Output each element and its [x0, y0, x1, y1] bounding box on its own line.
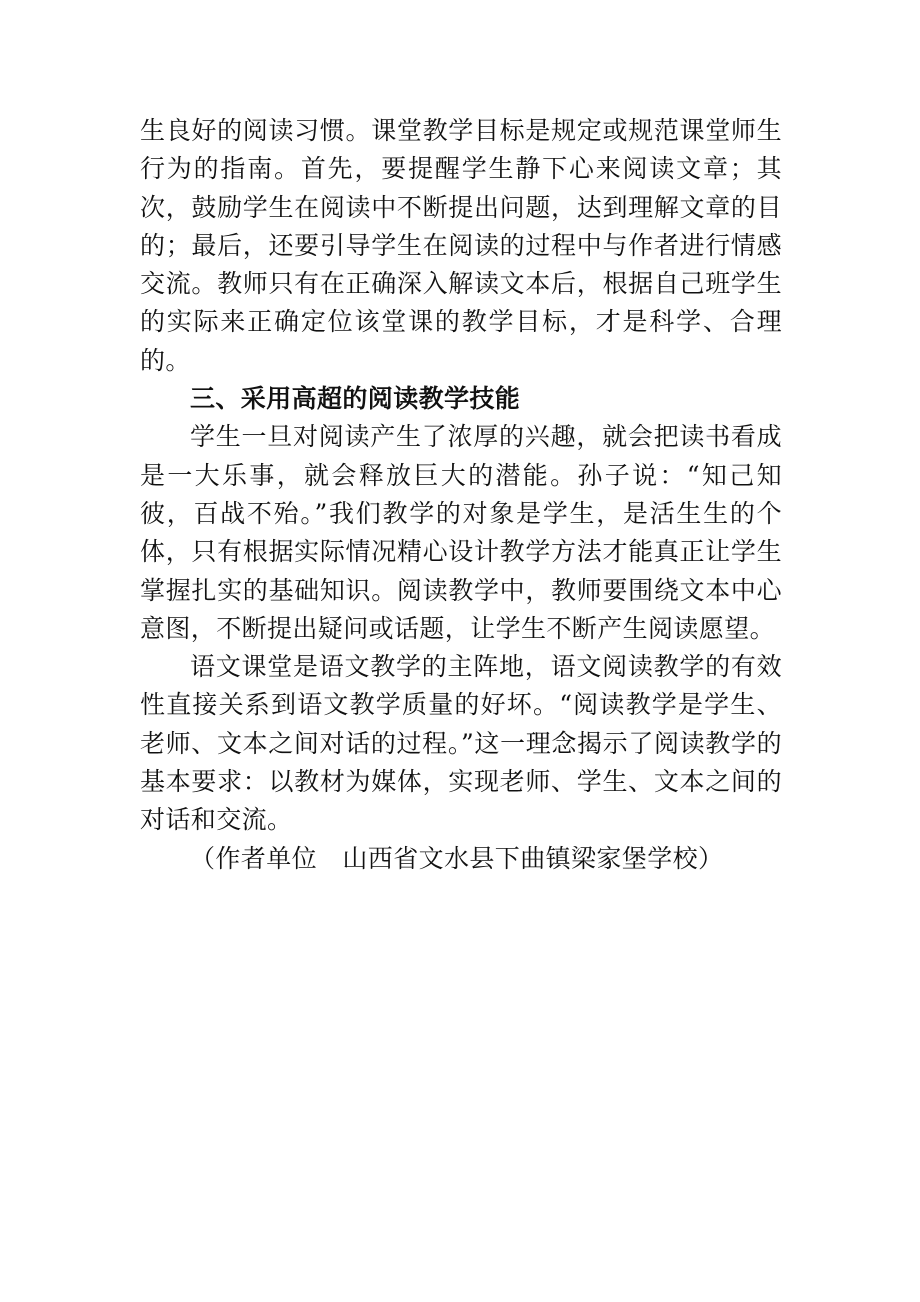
- body-paragraph-3: 语文课堂是语文教学的主阵地，语文阅读教学的有效性直接关系到语文教学质量的好坏。“阅读教学是学生、老师、文本之间对话的过程。”这一理念揭示了阅读教学的基本要求：以教材为媒体，实现老师、学生、文本之间的对话和交流。: [140, 652, 782, 835]
- body-paragraph-2: 学生一旦对阅读产生了浓厚的兴趣，就会把读书看成是一大乐事，就会释放巨大的潜能。孙子说：“知己知彼，百战不殆。”我们教学的对象是学生，是活生生的个体，只有根据实际情况精心设计教学方法才能真正让学生掌握扎实的基础知识。阅读教学中，教师要围绕文本中心意图，不断提出疑问或话题，让学生不断产生阅读愿望。: [140, 422, 782, 643]
- body-paragraph-1: 生良好的阅读习惯。课堂教学目标是规定或规范课堂师生行为的指南。首先，要提醒学生静下心来阅读文章；其次，鼓励学生在阅读中不断提出问题，达到理解文章的目的；最后，还要引导学生在阅读的过程中与作者进行情感交流。教师只有在正确深入解读文本后，根据自己班学生的实际来正确定位该堂课的教学目标，才是科学、合理的。: [140, 116, 782, 375]
- document-page: [140, 112, 782, 878]
- section-heading: 三、采用高超的阅读教学技能: [190, 384, 521, 414]
- author-affiliation: （作者单位 山西省文水县下曲镇梁家堡学校）: [190, 843, 724, 873]
